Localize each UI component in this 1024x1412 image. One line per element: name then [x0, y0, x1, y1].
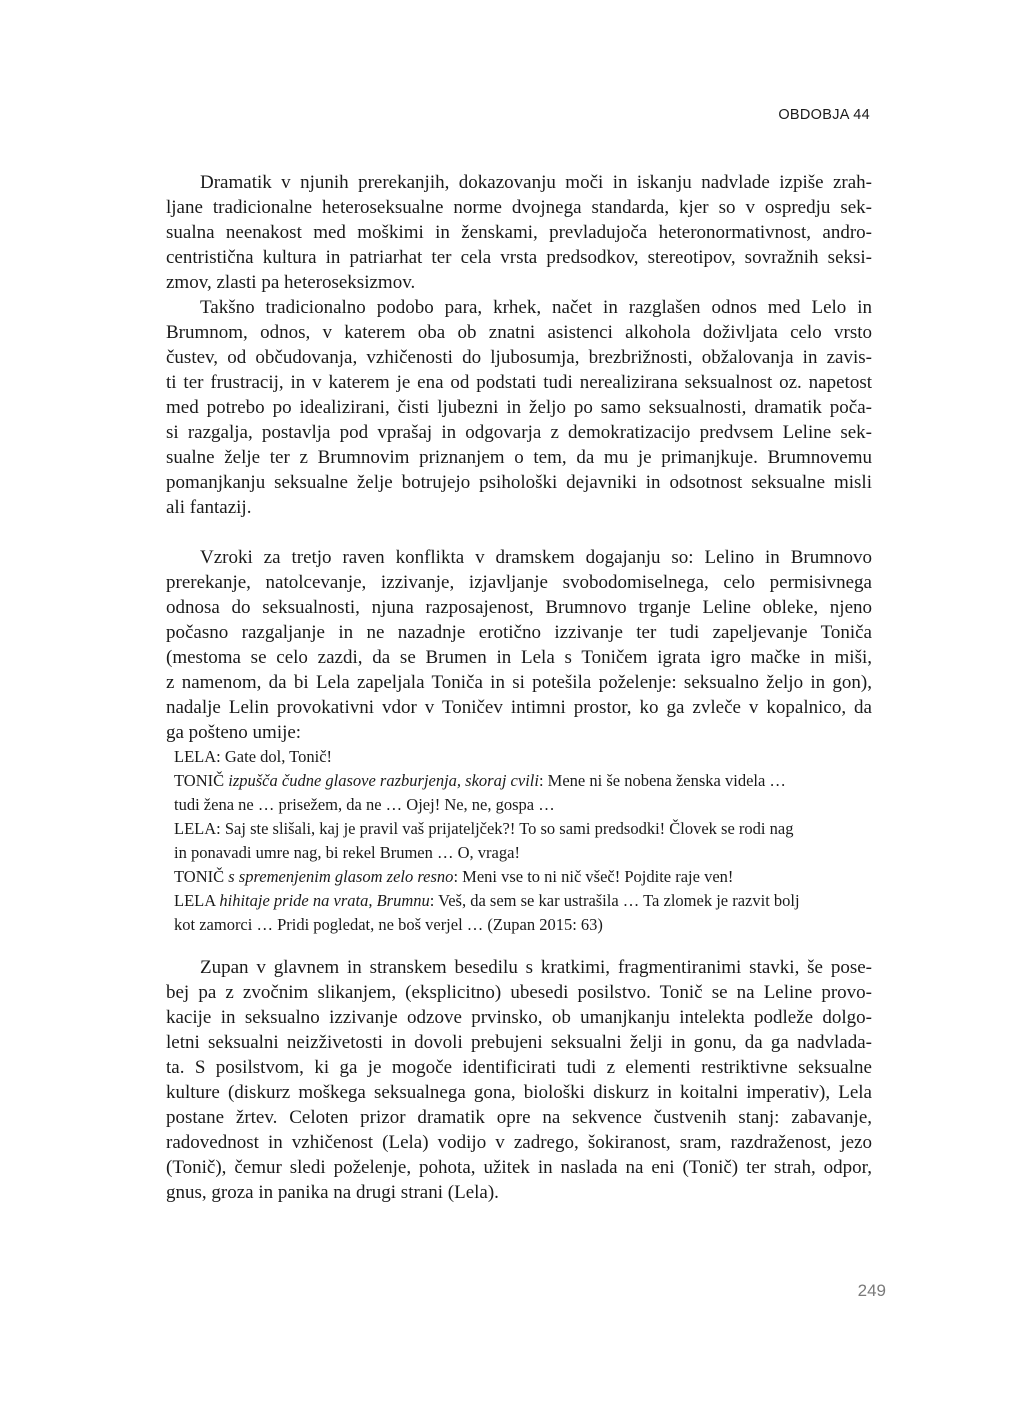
text-line: ga pošteno umije: [166, 722, 302, 743]
text-line: Dramatik v njunih prerekanjih, dokazovanju moči in iskanju nadvlade izpiše zrah- [200, 172, 872, 193]
stage-direction: izpušča čudne glasove razburjenja, skoraj cvili [228, 771, 539, 790]
text-line: ali fantazij. [166, 497, 252, 518]
text-line: ljane tradicionalne heteroseksualne norme dvojnega standarda, kjer so v ospredju sek- [166, 197, 872, 218]
text-line: letni seksualni neizživetosti in dovoli prebujeni seksualni želji in gonu, da ga nadvlada- [166, 1032, 872, 1053]
text-line: ta. S posilstvom, ki ga je mogoče identificirati tudi z elementi restriktivne seksualne [166, 1057, 872, 1078]
text-line: nadalje Lelin provokativni vdor v Toničev intimni prostor, ko ga zvleče v kopalnico, da [166, 697, 872, 718]
text-line: med potrebo po idealizirani, čisti ljubezni in željo po samo seksualnosti, dramatik poča- [166, 397, 872, 418]
text-line: sualna neenakost med moškimi in ženskami, prevladujoča heteronormativnost, andro- [166, 222, 872, 243]
text-line: pomanjkanju seksualne želje botrujejo psihološki dejavniki in odsotnost seksualne misli [166, 472, 872, 493]
quote-line: kot zamorci … Pridi pogledat, ne boš verjel … (Zupan 2015: 63) [174, 915, 603, 934]
text-line: čustev, od občudovanja, vzhičenosti do ljubosumja, brezbrižnosti, obžalovanja in zavis- [166, 347, 872, 368]
text-line: si razgalja, postavlja pod vprašaj in odgovarja z demokratizacijo predvsem Leline sek- [166, 422, 872, 443]
paragraph-2 [166, 295, 872, 520]
text-line: (Tonič), čemur sledi poželenje, pohota, užitek in naslada na eni (Tonič) ter strah, odpor, [166, 1157, 872, 1178]
paragraph-3 [166, 545, 872, 745]
stage-direction: s spremenjenim glasom zelo resno [228, 867, 454, 886]
page-number: 249 [857, 1281, 886, 1300]
stage-direction: hihitaje pride na vrata, Brumnu [219, 891, 430, 910]
quote-line [174, 745, 872, 769]
text-line: Vzroki za tretjo raven konflikta v dramskem dogajanju so: Lelino in Brumnovo [200, 547, 872, 568]
text-line: počasno razgaljanje in ne nazadnje erotično izzivanje ter tudi zapeljevanje Toniča [166, 622, 872, 643]
text-line: zmov, zlasti pa heteroseksizmov. [166, 272, 416, 293]
text-line: kulture (diskurz moškega seksualnega gona, biološki diskurz in koitalni imperativ), Lela [166, 1082, 872, 1103]
quote-line: in ponavadi umre nag, bi rekel Brumen … O, vraga! [174, 843, 520, 862]
dialogue-text: : Mene ni še nobena ženska videla … [538, 771, 786, 790]
paragraph-4 [166, 955, 872, 1205]
speaker-name: TONIČ [174, 867, 225, 886]
text-line: z namenom, da bi Lela zapeljala Toniča in si potešila poželenje: seksualno željo in gon), [166, 672, 872, 693]
speaker-name: LELA [174, 891, 216, 910]
paragraph-1 [166, 170, 872, 295]
text-line: Takšno tradicionalno podobo para, krhek, načet in razglašen odnos med Lelo in [200, 297, 872, 318]
text-line: postane žrtev. Celoten prizor dramatik opre na sekvence čustvenih stanj: zabavanje, [166, 1107, 872, 1128]
dialogue-text: : Veš, da sem se kar ustrašila … Ta zlomek je razvit bolj [429, 891, 800, 910]
quote-line [174, 769, 872, 793]
text-line: gnus, groza in panika na drugi strani (Lela). [166, 1182, 499, 1203]
dialogue-text: : Meni vse to ni nič všeč! Pojdite raje ven! [453, 867, 734, 886]
text-line: (mestoma se celo zazdi, da se Brumen in Lela s Toničem igrata igro mačke in miši, [166, 647, 872, 668]
speaker-name: LELA: [174, 819, 221, 838]
text-line: sualne želje ter z Brumnovim priznanjem o tem, da mu je primanjkuje. Brumnovemu [166, 447, 872, 468]
text-line: bej pa z zvočnim slikanjem, (eksplicitno) ubesedi posilstvo. Tonič se na Leline provo- [166, 982, 872, 1003]
dialogue-text: Gate dol, Tonič! [224, 747, 333, 766]
quote-line [174, 889, 872, 913]
text-line: Zupan v glavnem in stranskem besedilu s kratkimi, fragmentiranimi stavki, še pose- [200, 957, 872, 978]
text-line: kacije in seksualno izzivanje odzove prvinsko, ob umanjkanju intelekta podleže dolgo- [166, 1007, 872, 1028]
quote-line [174, 817, 872, 841]
text-line: prerekanje, natolcevanje, izzivanje, izjavljanje svobodomiselnega, celo permisivnega [166, 572, 872, 593]
dialogue-text: Saj ste slišali, kaj je pravil vaš prijateljček?! To so sami predsodki! Človek se rodi nag [224, 819, 794, 838]
text-line: Brumnom, odnos, v katerem oba ob znatni asistenci alkohola doživljata celo vrsto [166, 322, 872, 343]
text-line: centristična kultura in patriarhat ter cela vrsta predsodkov, stereotipov, sovražnih seksi- [166, 247, 872, 268]
speaker-name: LELA: [174, 747, 221, 766]
text-line: ti ter frustracij, in v katerem je ena od podstati tudi nerealizirana seksualnost oz. napetost [166, 372, 872, 393]
quote-line [174, 865, 872, 889]
speaker-name: TONIČ [174, 771, 225, 790]
quote-line: tudi žena ne … prisežem, da ne … Ojej! Ne, ne, gospa … [174, 795, 555, 814]
text-line: radovednost in vzhičenost (Lela) vodijo v zadrego, šokiranost, sram, razdraženost, jezo [166, 1132, 872, 1153]
block-quote [174, 745, 872, 937]
text-line: odnosa do seksualnosti, njuna razposajenost, Brumnovo trganje Leline obleke, njeno [166, 597, 872, 618]
running-header: OBDOBJA 44 [778, 107, 870, 123]
